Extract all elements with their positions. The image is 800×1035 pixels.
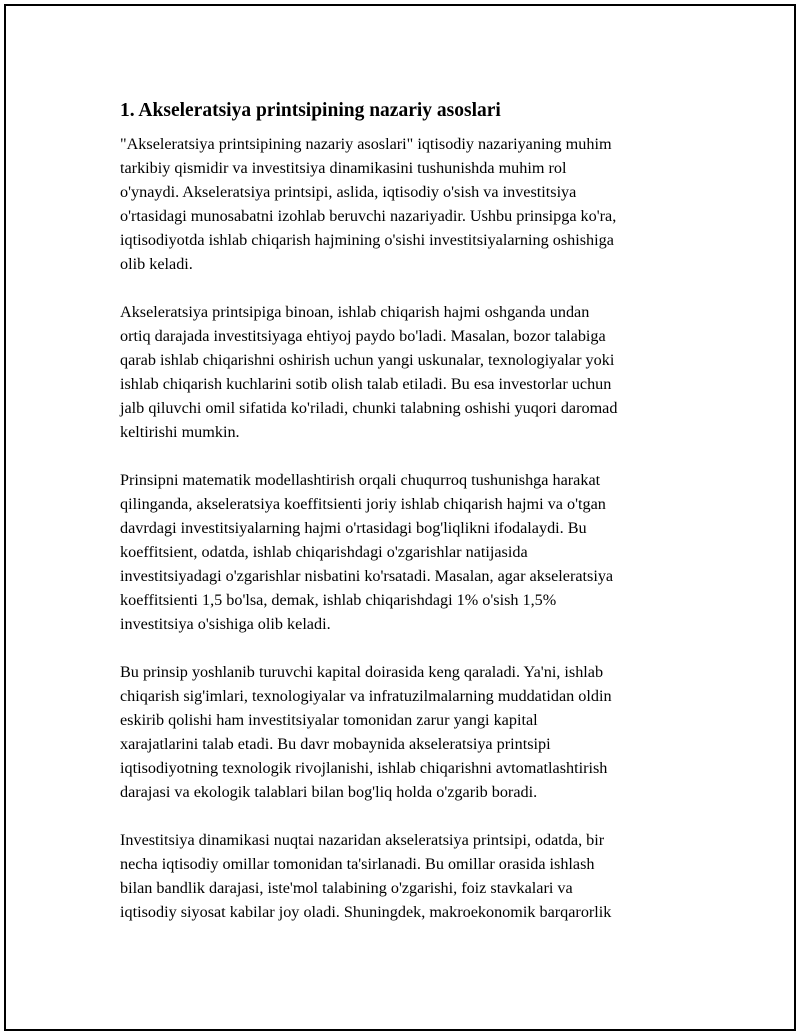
paragraph-line: qilinganda, akseleratsiya koeffitsienti joriy ishlab chiqarish hajmi va o'tgan (120, 495, 606, 513)
paragraph-line: bilan bandlik darajasi, iste'mol talabining o'zgarishi, foiz stavkalari va (120, 879, 573, 897)
paragraph-line: tarkibiy qismidir va investitsiya dinamikasini tushunishda muhim rol (120, 159, 567, 177)
paragraph-line: necha iqtisodiy omillar tomonidan ta'sirlanadi. Bu omillar orasida ishlash (120, 855, 595, 873)
paragraph (120, 300, 680, 444)
paragraph-line: ishlab chiqarish kuchlarini sotib olish talab etiladi. Bu esa investorlar uchun (120, 375, 612, 393)
paragraph-line: "Akseleratsiya printsipining nazariy asoslari" iqtisodiy nazariyaning muhim (120, 135, 612, 153)
paragraph-line: Akseleratsiya printsipiga binoan, ishlab chiqarish hajmi oshganda undan (120, 303, 590, 321)
paragraph-line: Prinsipni matematik modellashtirish orqali chuqurroq tushunishga harakat (120, 471, 601, 489)
paragraph-line: investitsiyadagi o'zgarishlar nisbatini ko'rsatadi. Masalan, agar akseleratsiya (120, 567, 614, 585)
paragraph-line: iqtisodiyotning texnologik rivojlanishi, ishlab chiqarishni avtomatlashtirish (120, 759, 608, 777)
paragraph-line: eskirib qolishi ham investitsiyalar tomonidan zarur yangi kapital (120, 711, 538, 729)
document-body (120, 98, 680, 948)
paragraph (120, 132, 680, 276)
paragraph-line: o'rtasidagi munosabatni izohlab beruvchi nazariyadir. Ushbu prinsipga ko'ra, (120, 207, 617, 225)
paragraph-line: o'ynaydi. Akseleratsiya printsipi, aslida, iqtisodiy o'sish va investitsiya (120, 183, 577, 201)
paragraph-line: qarab ishlab chiqarishni oshirish uchun yangi uskunalar, texnologiyalar yoki (120, 351, 615, 369)
paragraph-line: koeffitsienti 1,5 bo'lsa, demak, ishlab chiqarishdagi 1% o'sish 1,5% (120, 591, 557, 609)
paragraph (120, 828, 680, 924)
paragraphs-container (120, 132, 680, 924)
paragraph-line: investitsiya o'sishiga olib keladi. (120, 615, 331, 633)
paragraph-line: chiqarish sig'imlari, texnologiyalar va infratuzilmalarning muddatidan oldin (120, 687, 612, 705)
paragraph-line: iqtisodiyotda ishlab chiqarish hajmining o'sishi investitsiyalarning oshishiga (120, 231, 614, 249)
paragraph-line: xarajatlarini talab etadi. Bu davr mobaynida akseleratsiya printsipi (120, 735, 551, 753)
paragraph-line: olib keladi. (120, 255, 193, 273)
paragraph-line: Investitsiya dinamikasi nuqtai nazaridan akseleratsiya printsipi, odatda, bir (120, 831, 605, 849)
paragraph (120, 468, 680, 636)
section-heading: 1. Akseleratsiya printsipining nazariy asoslari (120, 100, 501, 121)
paragraph-line: koeffitsient, odatda, ishlab chiqarishdagi o'zgarishlar natijasida (120, 543, 528, 561)
paragraph-line: iqtisodiy siyosat kabilar joy oladi. Shuningdek, makroekonomik barqarorlik (120, 903, 612, 921)
paragraph-line: keltirishi mumkin. (120, 423, 240, 441)
paragraph (120, 660, 680, 804)
paragraph-line: davrdagi investitsiyalarning hajmi o'rtasidagi bog'liqlikni ifodalaydi. Bu (120, 519, 587, 537)
page-frame (4, 4, 796, 1031)
paragraph-line: ortiq darajada investitsiyaga ehtiyoj paydo bo'ladi. Masalan, bozor talabiga (120, 327, 606, 345)
paragraph-line: jalb qiluvchi omil sifatida ko'riladi, chunki talabning oshishi yuqori daromad (120, 399, 618, 417)
paragraph-line: darajasi va ekologik talablari bilan bog'liq holda o'zgarib boradi. (120, 783, 538, 801)
paragraph-line: Bu prinsip yoshlanib turuvchi kapital doirasida keng qaraladi. Ya'ni, ishlab (120, 663, 604, 681)
